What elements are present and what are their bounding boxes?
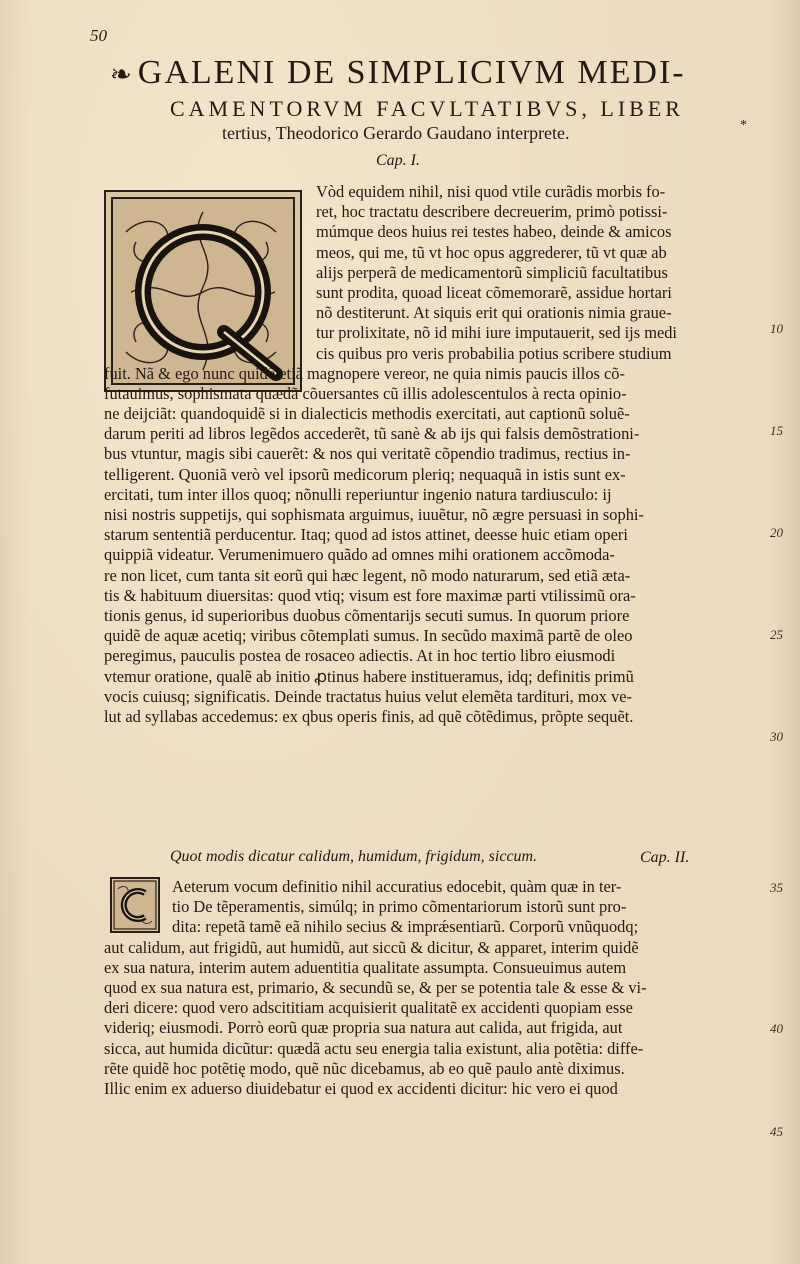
text-line: ret, hoc tractatu describere decreuerim, primò potissi- (316, 202, 668, 222)
margin-number: 40 (770, 1021, 783, 1036)
margin-number: 25 (770, 627, 783, 642)
text-line: Aeterum vocum definitio nihil accuratius edocebit, quàm quæ in ter- (172, 877, 622, 896)
text-line: vtemur oratione, qualẽ ab initio ꝓtinus habere institueramus, idq; definitis primũ (104, 666, 634, 686)
fleuron-icon: ❧ (110, 60, 134, 89)
asterisk-mark-icon: * (740, 118, 747, 133)
text-line: fuit. Nã & ego nunc quidẽ etiã magnopere vereor, ne quia nimis paucis illos cõ- (104, 363, 625, 383)
title-line-3: tertius, Theodorico Gerardo Gaudano interprete. (222, 123, 570, 143)
text-line: ne deijciãt: quandoquidẽ si in dialecticis methodis exercitati, aut captionũ soluẽ- (104, 404, 630, 424)
text-line: tio De tẽperamentis, simúlq; in primo cõmentariorum istorũ sunt pro- (172, 897, 627, 917)
text-line: sicca, aut humida dicũtur: quædã actu seu energia talia existunt, alia potẽtia: diffe- (104, 1038, 644, 1058)
text-line: alijs perperã de medicamentorũ simpliciũ facultatibus (316, 262, 668, 282)
text-line: lut ad syllabas accedemus: ex qbus operis finis, ad quẽ cõtẽdimus, prõpte sequẽt. (104, 706, 634, 726)
text-line: múmque deos huius rei testes habeo, deinde & amicos (316, 222, 672, 242)
margin-number: 45 (770, 1124, 783, 1139)
title-line-2: CAMENTORVM FACVLTATIBVS, LIBER (170, 96, 684, 121)
text-line: cis quibus pro veris probabilia potius scribere studium (316, 343, 672, 363)
title-line-1-text: GALENI DE SIMPLICIVM MEDI- (137, 54, 686, 91)
text-line: deri dicere: quod vero adscititiam acquisierit qualitatẽ ex accidenti quopiam esse (104, 998, 633, 1018)
margin-number: 15 (770, 423, 783, 438)
text-line: quidẽ de aquæ acetiq; viribus cõtemplati sumus. In secũdo maximã partẽ de oleo (104, 626, 633, 646)
chapter-2-heading: Quot modis dicatur calidum, humidum, frigidum, siccum. (170, 848, 538, 865)
text-line: rẽte quidẽ hoc potẽtię modo, quẽ nũc dicebamus, ab eo quẽ paulo antè diximus. (104, 1058, 625, 1078)
text-line: telligerent. Quoniã verò vel ipsorũ medicorum pleriq; nequaquã in istis sunt ex- (104, 464, 626, 484)
text-line: tur prolixitate, nõ id mihi iure imputauerit, sed ijs medi (316, 323, 677, 343)
title-line-1 (110, 54, 770, 92)
chapter-2-text (104, 877, 764, 1099)
text-line: sunt prodita, quoad liceat cõmemorarẽ, assidue hortari (316, 282, 672, 302)
text-line: bus vtuntur, magis sibi cauerẽt: & nos qui veritatẽ cõpendio tradimus, rectius in- (104, 444, 631, 464)
text-line: quod ex sua natura est, primario, & secundũ se, & per se potentia tale & esse & vi- (104, 977, 647, 997)
text-line: aut calidum, aut frigidũ, aut humidũ, aut siccũ & dicitur, & apparet, interim quidẽ (104, 937, 639, 957)
margin-number: 20 (770, 525, 783, 540)
text-line: re non licet, cum tanta sit eorũ qui hæc legent, nõ modo naturarum, sed etiã æta- (104, 565, 631, 585)
margin-number: 10 (770, 321, 783, 336)
text-line: nisi nostris suppetijs, qui sophismata arguimus, iuuẽtur, nõ ægre persuasi in sophi- (104, 505, 644, 524)
text-line: ex sua natura, interim autem aduentitia qualitate assumpta. Consueuimus autem (104, 957, 627, 977)
chapter-1-text (104, 182, 764, 727)
text-line: dita: repetã tamẽ eã nihilo secius & imprǽsentiarũ. Corporũ vnũquodq; (172, 917, 639, 937)
text-line: Vòd equidem nihil, nisi quod vtile curãdis morbis fo- (316, 182, 666, 201)
text-line: Illic enim ex aduerso diuidebatur ei quod ex accidenti dicitur: hic vero ei quod (104, 1078, 618, 1098)
chapter-1-label: Cap. I. (376, 152, 420, 169)
text-line: vocis cuiusq; significatis. Deinde tractatus huius velut elemẽta tardituri, mox ve- (104, 686, 633, 706)
text-line: starum sententiã perducentur. Itaq; quod ad istos attinet, deesse huic etiam operi (104, 525, 628, 545)
chapter-2-label: Cap. II. (640, 849, 690, 866)
margin-number: 30 (770, 729, 783, 744)
text-line: videriq; eiusmodi. Porrò eorũ quæ propria sua natura aut calida, aut frigida, aut (104, 1018, 623, 1038)
text-line: nõ destiterunt. At siquis erit qui orationis nimia graue- (316, 303, 672, 323)
text-line: peregimus, pauculis postea de rosaceo adiectis. At in hoc tertio libro eiusmodi (104, 646, 616, 666)
text-line: tis & habituum diuersitas: quod vtiq; visum est fore maximæ parti vtilissimũ ora- (104, 585, 636, 605)
text-line: ercitati, tum inter illos quoq; nõnulli reperiuntur ingenio natura tardiusculo: ij (104, 484, 612, 504)
text-line: meos, qui me, tũ vt hoc opus aggrederer, tũ vt quæ ab (316, 242, 667, 262)
folio-number: 50 (90, 26, 107, 45)
text-line: tionis genus, id superioribus duobus cõmentarijs secuti sumus. In quorum priore (104, 605, 630, 625)
text-line: futauimus, sophismata quædã cõuersantes cũ illis adolescentulos à recta opinio- (104, 383, 627, 403)
text-line: quippiã videatur. Verumenimuero quãdo ad omnes mihi orationem accõmoda- (104, 545, 615, 565)
text-line: darum periti ad libros legẽdos accederẽt, tũ sanè & ab ijs qui falsis demõstrationi- (104, 424, 640, 444)
margin-number: 35 (770, 880, 783, 895)
